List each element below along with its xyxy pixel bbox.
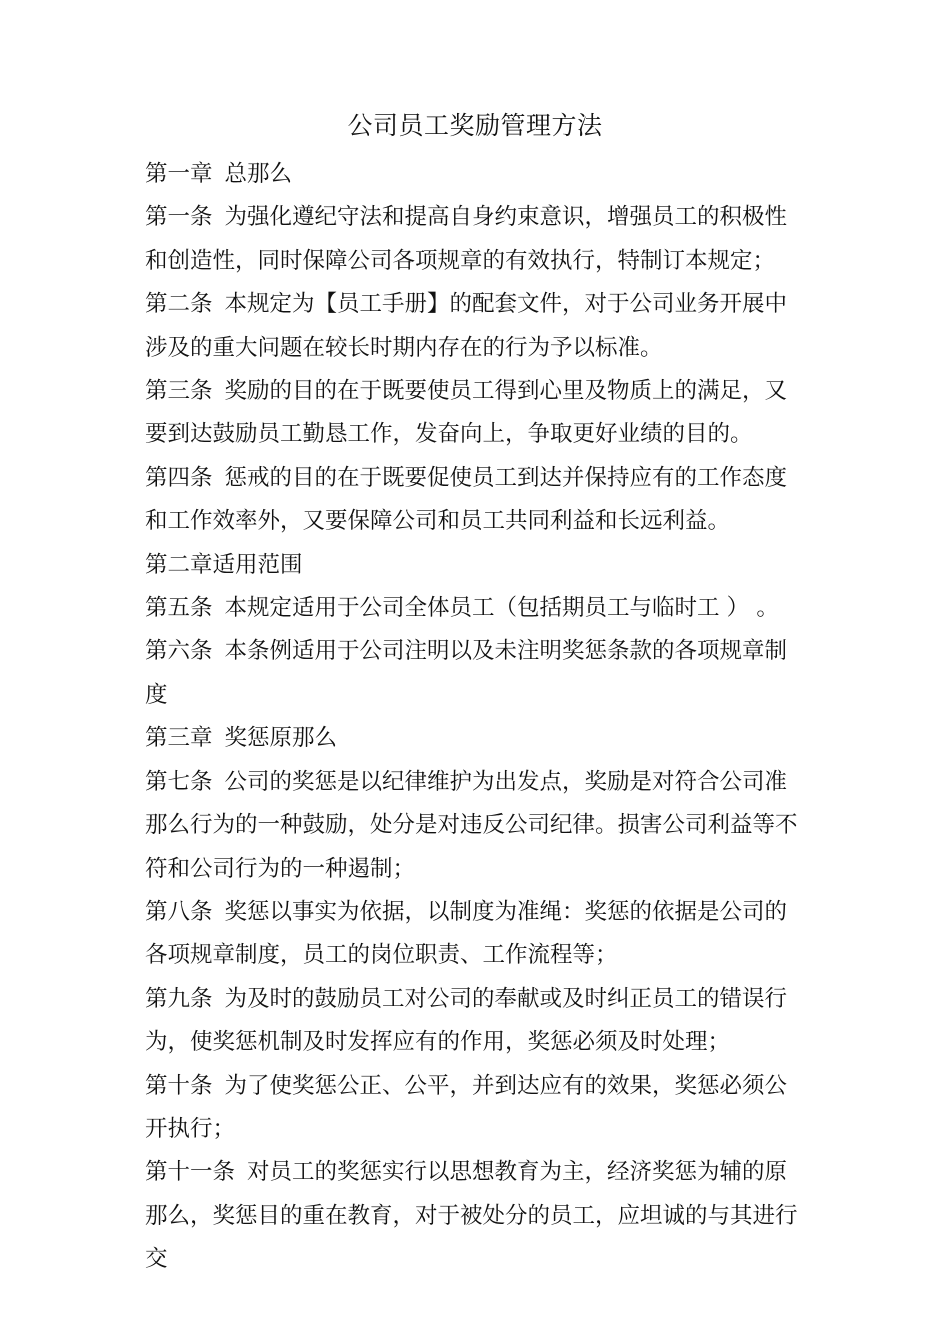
chapter-text: 总那么	[224, 161, 293, 187]
article-label: 第六条	[145, 638, 213, 665]
article-text: 本规定适用于公司全体员工（包括期员工与临时工 ） 。	[224, 595, 779, 622]
article-text: 公司的奖惩是以纪律维护为出发点，奖励是对符合公司准那么行为的一种鼓励，处分是对违反公司纪律。损害公司利益等不符和公司行为的一种遏制；	[145, 768, 798, 882]
article-9	[145, 978, 807, 1065]
chapter-1-heading	[145, 153, 807, 196]
article-text: 对员工的奖惩实行以思想教育为主，经济奖惩为辅的原那么，奖惩目的重在教育，对于被处分的员工，应坦诚的与其进行交	[145, 1159, 798, 1273]
article-label: 第五条	[145, 595, 213, 622]
article-text: 惩戒的目的在于既要促使员工到达并保持应有的工作态度和工作效率外，又要保障公司和员工共同利益和长远利益。	[145, 464, 788, 535]
article-6	[145, 630, 807, 717]
article-label: 第八条	[145, 898, 213, 925]
article-1	[145, 196, 807, 283]
article-label: 第七条	[145, 768, 213, 795]
article-text: 奖励的目的在于既要使员工得到心里及物质上的满足，又要到达鼓励员工勤恳工作，发奋向上，争取更好业绩的目的。	[145, 378, 788, 448]
article-label: 第十一条	[145, 1159, 236, 1186]
chapter-text: 奖惩原那么	[224, 725, 338, 752]
article-8	[145, 891, 807, 978]
chapter-label: 第三章	[145, 725, 213, 752]
article-label: 第十条	[145, 1072, 213, 1099]
article-label: 第二条	[145, 291, 213, 318]
article-text: 本条例适用于公司注明以及未注明奖惩条款的各项规章制度	[145, 638, 788, 708]
chapter-label: 第一章	[145, 161, 213, 187]
article-2	[145, 283, 807, 370]
chapter-3-heading	[145, 717, 807, 760]
article-label: 第三条	[145, 378, 213, 405]
article-text: 为及时的鼓励员工对公司的奉献或及时纠正员工的错误行为，使奖惩机制及时发挥应有的作用，奖惩必须及时处理；	[145, 985, 788, 1056]
article-4	[145, 457, 807, 544]
article-label: 第九条	[145, 985, 213, 1012]
article-text: 为了使奖惩公正、公平，并到达应有的效果，奖惩必须公开执行；	[145, 1072, 788, 1142]
document-title: 公司员工奖励管理方法	[347, 111, 603, 140]
article-10	[145, 1065, 807, 1152]
article-11	[145, 1151, 807, 1281]
article-text: 奖惩以事实为依据，以制度为准绳：奖惩的依据是公司的各项规章制度，员工的岗位职责、工作流程等；	[145, 898, 788, 969]
chapter-text: 第二章适用范围	[145, 551, 303, 578]
article-text: 为强化遵纪守法和提高自身约束意识，增强员工的积极性和创造性，同时保障公司各项规章的有效执行，特制订本规定；	[145, 204, 788, 274]
article-5	[145, 587, 807, 630]
document-body	[145, 153, 807, 1282]
article-label: 第一条	[145, 204, 213, 231]
chapter-2-heading	[145, 544, 807, 587]
article-3	[145, 370, 807, 457]
article-label: 第四条	[145, 464, 213, 491]
article-text: 本规定为【员工手册】的配套文件，对于公司业务开展中涉及的重大问题在较长时期内存在的行为予以标准。	[145, 291, 788, 361]
article-7	[145, 761, 807, 891]
